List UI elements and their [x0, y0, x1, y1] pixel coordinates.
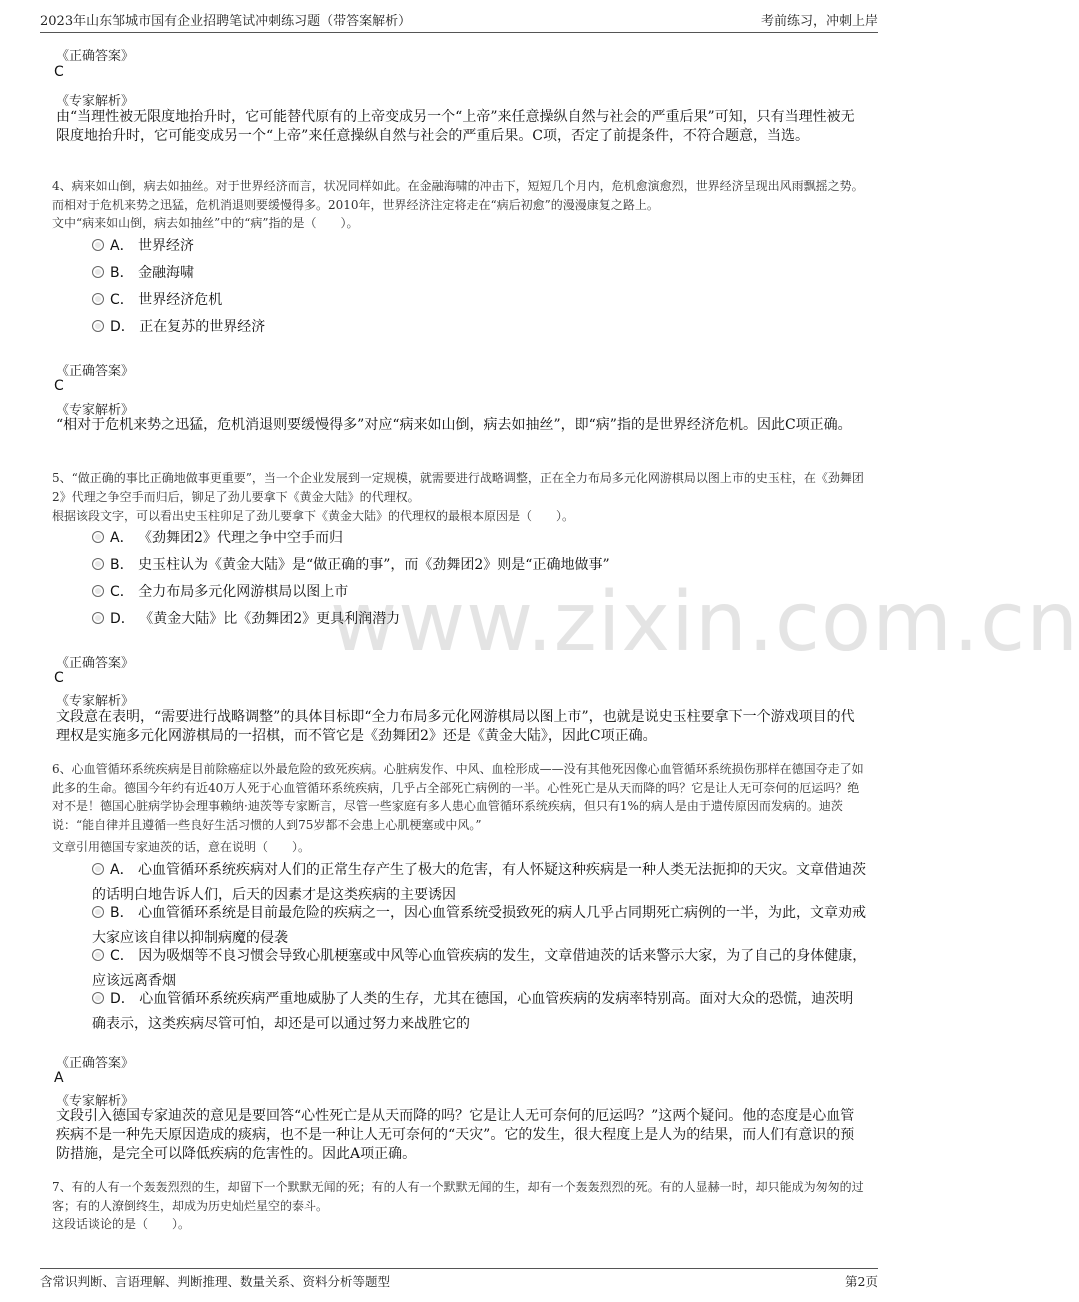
- option-d[interactable]: [92, 607, 867, 632]
- answer-label: 《正确答案》: [56, 656, 135, 671]
- radio-icon[interactable]: [92, 239, 104, 251]
- radio-icon[interactable]: [92, 585, 104, 597]
- radio-icon[interactable]: [92, 266, 104, 278]
- option-text: 《劲舞团2》代理之争中空手而归: [138, 530, 343, 546]
- option-text: 金融海啸: [138, 265, 195, 281]
- option-c[interactable]: [92, 580, 867, 605]
- radio-icon[interactable]: [92, 949, 104, 961]
- footer-note: 含常识判断、言语理解、判断推理、数量关系、资料分析等题型: [40, 1274, 391, 1289]
- analysis-text: “相对于危机来势之迅猛，危机消退则要缓慢得多”对应“病来如山倒，病去如抽丝”，即“病”指的是世界经济危机。因此C项正确。: [56, 417, 852, 433]
- question-prompt: 这段话谈论的是（ ）。: [52, 1217, 191, 1231]
- question-prompt: 根据该段文字，可以看出史玉柱卯足了劲儿要拿下《黄金大陆》的代理权的最根本原因是（ ）。: [52, 509, 575, 523]
- option-letter: C．: [110, 584, 134, 600]
- analysis-text: 由“当理性被无限度地抬升时，它可能替代原有的上帝变成另一个“上帝”来任意操纵自然与社会的严重后果”可知，只有当理性被无限度地抬升时，它可能变成另一个“上帝”来任意操纵自然与社会的严重后果。C项，否定了前提条件，不符合题意，当选。: [56, 109, 855, 144]
- option-a[interactable]: [92, 234, 867, 259]
- option-letter: C．: [110, 292, 134, 308]
- option-letter: B．: [110, 905, 134, 921]
- option-text: 因为吸烟等不良习惯会导致心肌梗塞或中风等心血管疾病的发生，文章借迪茨的话来警示大家，为了自己的身体健康，应该远离香烟: [92, 948, 867, 989]
- page-number: 第2页: [845, 1274, 878, 1289]
- option-text: 正在复苏的世界经济: [139, 319, 266, 335]
- radio-icon[interactable]: [92, 906, 104, 918]
- question-prompt: 文章引用德国专家迪茨的话，意在说明（ ）。: [52, 840, 311, 854]
- radio-icon[interactable]: [92, 558, 104, 570]
- analysis-label: 《专家解析》: [56, 94, 135, 109]
- radio-icon[interactable]: [92, 531, 104, 543]
- option-d[interactable]: [92, 987, 867, 1037]
- answer-label: 《正确答案》: [56, 49, 135, 64]
- question-stem: 4、病来如山倒，病去如抽丝。对于世界经济而言，状况同样如此。在金融海啸的冲击下，短短几个月内，危机愈演愈烈，世界经济呈现出风雨飘摇之势。而相对于危机来势之迅猛，危机消退则要缓慢得多。2010年，世界经济注定将走在“病后初愈”的漫漫康复之路上。: [52, 179, 864, 212]
- answer-value: C: [54, 670, 64, 686]
- radio-icon[interactable]: [92, 612, 104, 624]
- option-text: 史玉柱认为《黄金大陆》是“做正确的事”，而《劲舞团2》则是“正确地做事”: [138, 557, 610, 573]
- header-title: 2023年山东邹城市国有企业招聘笔试冲刺练习题（带答案解析）: [40, 14, 412, 29]
- watermark: www.zixin.com.cn: [330, 575, 1079, 670]
- option-d[interactable]: [92, 315, 867, 340]
- option-c[interactable]: [92, 288, 867, 313]
- page-header: [40, 10, 878, 33]
- analysis-label: 《专家解析》: [56, 403, 135, 418]
- radio-icon[interactable]: [92, 992, 104, 1004]
- analysis-label: 《专家解析》: [56, 1094, 135, 1109]
- option-letter: A．: [110, 862, 134, 878]
- option-letter: B．: [110, 265, 134, 281]
- answer-value: C: [54, 378, 64, 394]
- analysis-text: 文段意在表明，“需要进行战略调整”的具体目标即“全力布局多元化网游棋局以图上市”，也就是说史玉柱要拿下一个游戏项目的代理权是实施多元化网游棋局的一招棋，而不管它是《劲舞团2》还是《黄金大陆》，因此C项正确。: [56, 709, 855, 744]
- option-letter: A．: [110, 238, 134, 254]
- question-stem: 5、“做正确的事比正确地做事更重要”，当一个企业发展到一定规模，就需要进行战略调整，正在全力布局多元化网游棋局以图上市的史玉柱，在《劲舞团2》代理之争空手而归后，铆足了劲儿要拿下《黄金大陆》的代理权。: [52, 471, 864, 504]
- option-letter: D．: [110, 611, 135, 627]
- option-letter: C．: [110, 948, 134, 964]
- answer-label: 《正确答案》: [56, 364, 135, 379]
- option-text: 心血管循环系统疾病对人们的正常生存产生了极大的危害，有人怀疑这种疾病是一种人类无法扼抑的天灾。文章借迪茨的话明白地告诉人们，后天的因素才是这类疾病的主要诱因: [92, 862, 867, 903]
- radio-icon[interactable]: [92, 320, 104, 332]
- option-letter: B．: [110, 557, 134, 573]
- option-text: 世界经济: [138, 238, 195, 254]
- question-stem: 6、心血管循环系统疾病是目前除癌症以外最危险的致死疾病。心脏病发作、中风、血栓形成——没有其他死因像心血管循环系统损伤那样在德国夺走了如此多的生命。德国今年约有近40万人死于心血管循环系统疾病，几乎占全部死亡病例的一半。心性死亡是从天而降的吗？它是让人无可奈何的厄运吗？绝对不是！德国心脏病学协会理事赖纳·迪茨等专家断言，尽管一些家庭有多人患心血管循环系统疾病，但只有1%的病人是由于遗传原因而发病的。迪茨说：“能自律并且遵循一些良好生活习惯的人到75岁都不会患上心肌梗塞或中风。”: [52, 762, 864, 832]
- header-slogan: 考前练习，冲刺上岸: [760, 14, 878, 29]
- option-letter: D．: [110, 319, 135, 335]
- option-a[interactable]: [92, 526, 867, 551]
- analysis-label: 《专家解析》: [56, 694, 135, 709]
- answer-value: C: [54, 64, 64, 80]
- question-prompt: 文中“病来如山倒，病去如抽丝”中的“病”指的是（ ）。: [52, 216, 359, 230]
- option-b[interactable]: [92, 261, 867, 286]
- radio-icon[interactable]: [92, 863, 104, 875]
- option-text: 心血管循环系统疾病严重地威胁了人类的生存，尤其在德国，心血管疾病的发病率特别高。面对大众的恐慌，迪茨明确表示，这类疾病尽管可怕，却还是可以通过努力来战胜它的: [92, 991, 854, 1032]
- radio-icon[interactable]: [92, 293, 104, 305]
- answer-value: A: [54, 1070, 64, 1086]
- answer-label: 《正确答案》: [56, 1056, 135, 1071]
- option-text: 全力布局多元化网游棋局以图上市: [138, 584, 349, 600]
- option-text: 心血管循环系统是目前最危险的疾病之一，因心血管系统受损致死的病人几乎占同期死亡病例的一半，为此，文章劝戒大家应该自律以抑制病魔的侵袭: [92, 905, 867, 946]
- option-b[interactable]: [92, 553, 867, 578]
- page-footer: [40, 1268, 878, 1293]
- analysis-text: 文段引入德国专家迪茨的意见是要回答“心性死亡是从天而降的吗？它是让人无可奈何的厄运吗？”这两个疑问。他的态度是心血管疾病不是一种先天原因造成的痰病，也不是一种让人无可奈何的“天灾”。它的发生，很大程度上是人为的结果，而人们有意识的预防措施，是完全可以降低疾病的危害性的。因此A项正确。: [56, 1108, 855, 1162]
- option-text: 《黄金大陆》比《劲舞团2》更具利润潜力: [139, 611, 401, 627]
- question-stem: 7、有的人有一个轰轰烈烈的生，却留下一个默默无闻的死；有的人有一个默默无闻的生，却有一个轰轰烈烈的死。有的人显赫一时，却只能成为匆匆的过客；有的人潦倒终生，却成为历史灿烂星空的泰斗。: [52, 1180, 864, 1213]
- option-letter: D．: [110, 991, 135, 1007]
- option-text: 世界经济危机: [138, 292, 223, 308]
- option-letter: A．: [110, 530, 134, 546]
